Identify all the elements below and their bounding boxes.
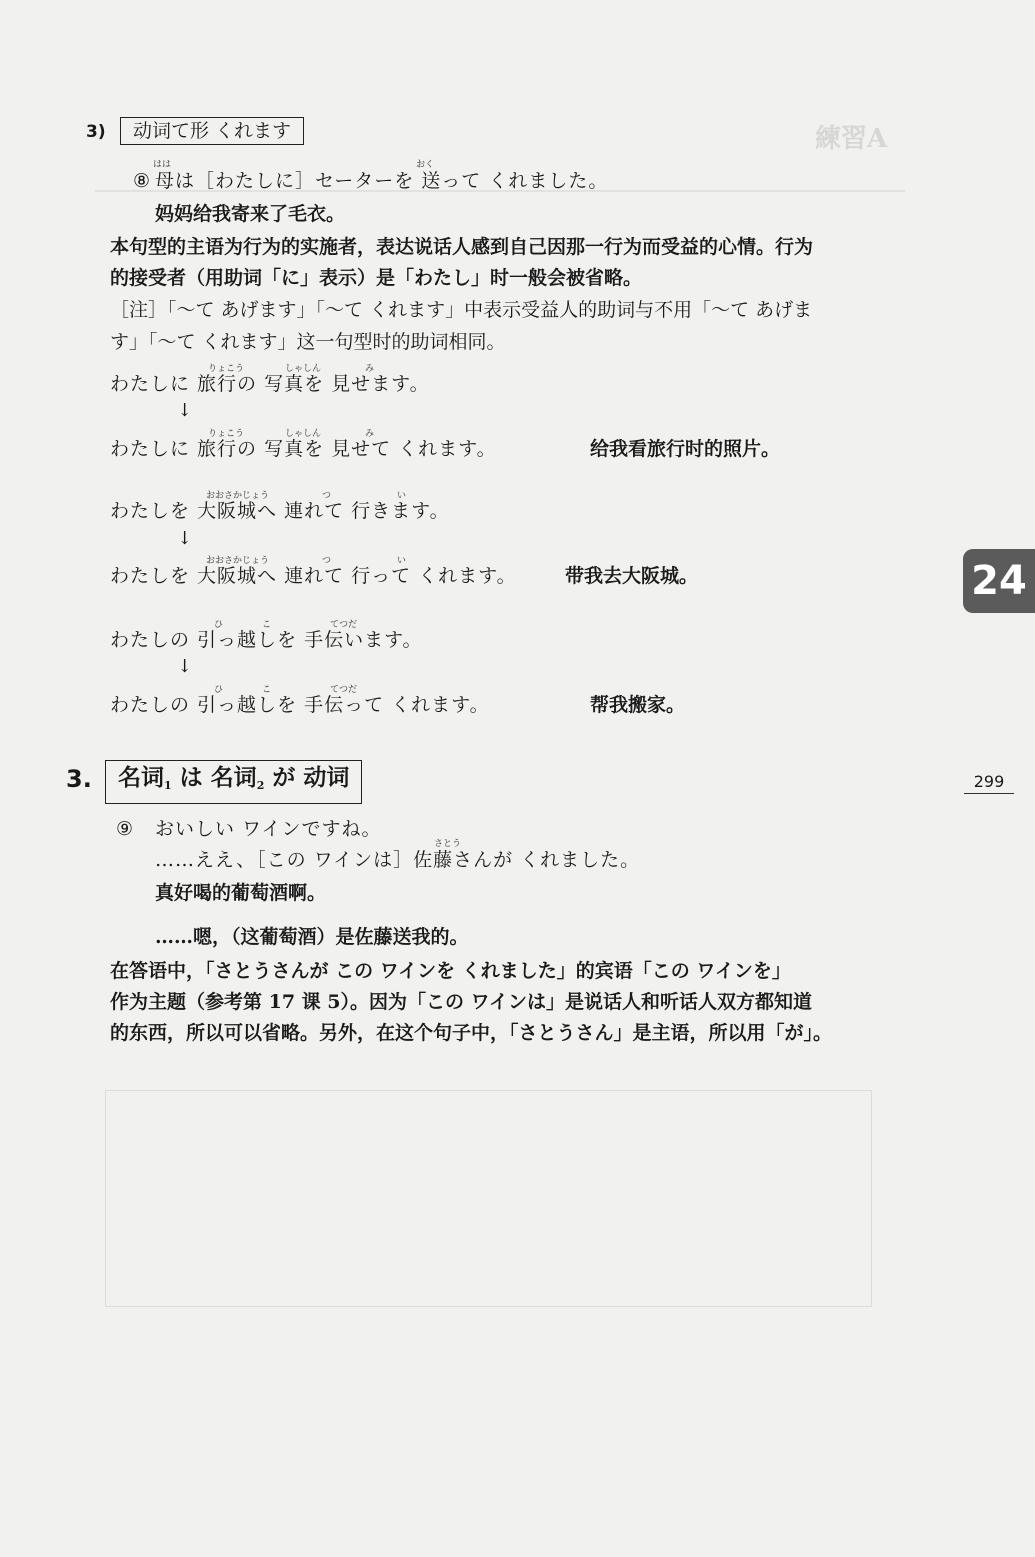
ruby-annotation: りょこう <box>208 429 245 439</box>
ruby-annotation: い <box>397 556 407 566</box>
ruby-annotation: こ <box>262 620 272 630</box>
example-number: ⑨ <box>116 818 134 840</box>
explanation-line: 的东西，所以可以省略。另外，在这个句子中，「さとうさん」是主语，所以用「が」。 <box>110 1022 833 1044</box>
example-translation-cn: 妈妈给我寄来了毛衣。 <box>155 203 346 225</box>
item-number: 3) <box>86 122 106 142</box>
ruby-annotation: い <box>397 491 407 501</box>
subscript: 1 <box>164 779 172 792</box>
pattern-ga-verb: が 动词 <box>272 764 350 791</box>
subscript: 2 <box>256 779 265 792</box>
ruby-annotation: おく <box>416 160 435 170</box>
ruby-annotation: りょこう <box>208 364 245 374</box>
down-arrow-icon: ↓ <box>177 528 193 549</box>
explanation-line: 在答语中，「さとうさんが この ワインを くれました」的宾语「この ワインを」 <box>110 960 791 982</box>
explanation-line: 的接受者（用助词「に」表示）是「わたし」时一般会被省略。 <box>110 267 643 289</box>
section-pattern-box <box>105 760 362 804</box>
sentence-translation-cn: 帮我搬家。 <box>590 694 686 716</box>
ruby-annotation: み <box>365 429 375 439</box>
sentence-before: わたしに 旅行の 写真を 見せます。 <box>110 373 430 395</box>
ruby-annotation: み <box>365 364 375 374</box>
ruby-annotation: しゃしん <box>285 429 322 439</box>
section-number: 3. <box>66 765 92 793</box>
pattern-ha-noun2: は 名词 <box>179 764 257 791</box>
sentence-before: わたしを 大阪城へ 連れて 行きます。 <box>110 500 450 522</box>
example-translation-cn: ……嗯，（这葡萄酒）是佐藤送我的。 <box>155 926 469 948</box>
ruby-annotation: こ <box>262 685 272 695</box>
note-line: ［注］「～て あげます」「～て くれます」中表示受益人的助词与不用「～て あげま <box>110 299 813 321</box>
sentence-after: わたしを 大阪城へ 連れて 行って くれます。 <box>110 565 517 587</box>
ruby-annotation: てつだ <box>330 685 358 695</box>
down-arrow-icon: ↓ <box>177 656 193 677</box>
ruby-annotation: ひ <box>214 685 224 695</box>
ruby-annotation: しゃしん <box>285 364 322 374</box>
example-translation-cn: 真好喝的葡萄酒啊。 <box>155 882 327 904</box>
bleed-through-frame <box>105 1090 872 1307</box>
bleed-through-text: 練習A <box>815 124 888 154</box>
ruby-annotation: つ <box>322 491 332 501</box>
example-sentence-jp: おいしい ワインですね。 <box>155 818 382 840</box>
ruby-annotation: さとう <box>434 839 462 849</box>
page-number: 299 <box>964 772 1014 794</box>
sentence-after: わたしの 引っ越しを 手伝って くれます。 <box>110 694 490 716</box>
chapter-tab: 24 <box>963 549 1035 613</box>
explanation-line: 本句型的主语为行为的实施者，表达说话人感到自己因那一行为而受益的心情。行为 <box>110 236 814 258</box>
note-line: す」「～て くれます」这一句型时的助词相同。 <box>110 331 506 353</box>
ruby-annotation: ひ <box>214 620 224 630</box>
sentence-before: わたしの 引っ越しを 手伝います。 <box>110 629 423 651</box>
ruby-annotation: おおさかじょう <box>206 491 270 501</box>
down-arrow-icon: ↓ <box>177 400 193 421</box>
ruby-annotation: てつだ <box>330 620 358 630</box>
pattern-box-title: 动词て形 くれます <box>120 117 304 145</box>
sentence-translation-cn: 带我去大阪城。 <box>565 565 699 587</box>
ruby-annotation: はは <box>153 160 172 170</box>
example-sentence-jp: 母は［わたしに］セーターを 送って くれました。 <box>155 170 609 192</box>
sentence-translation-cn: 给我看旅行时的照片。 <box>590 438 781 460</box>
ruby-annotation: つ <box>322 556 332 566</box>
sentence-after: わたしに 旅行の 写真を 見せて くれます。 <box>110 438 497 460</box>
ruby-annotation: おおさかじょう <box>206 556 270 566</box>
pattern-noun1: 名词 <box>118 764 164 791</box>
explanation-line: 作为主题（参考第 17 课 5）。因为「この ワインは」是说话人和听话人双方都知道 <box>110 991 813 1013</box>
example-number: ⑧ <box>133 170 151 192</box>
example-sentence-jp: ……ええ、［この ワインは］佐藤さんが くれました。 <box>155 849 641 871</box>
